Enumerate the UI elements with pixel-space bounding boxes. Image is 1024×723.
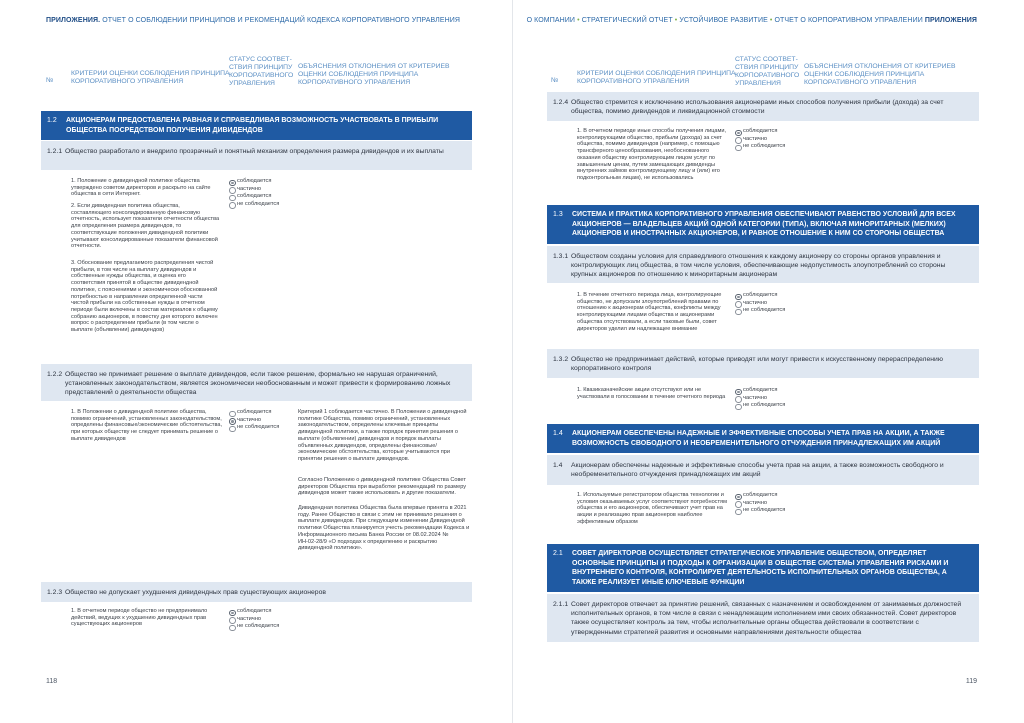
status-option: соблюдается [229,608,279,616]
status-options [735,492,785,515]
explanation-paragraph: Согласно Положению о дивидендной политике Общества Совет директоров Общества при выработке рекомендаций по размеру дивидендов может также использовать и другие показатели. [298,477,467,497]
criterion-1: 1. В отчетном периоде общество не предпринимало действий, ведущих к ухудшению дивидендных прав существующих акционеров [71,608,208,628]
col-status-header: СТАТУС СООТВЕТСТВИЯ ПРИНЦИПУ КОРПОРАТИВНОГО УПРАВЛЕНИЯ [229,56,294,87]
status-option: соблюдается [735,387,785,395]
criterion-1: 1. Квазиказначейские акции отсутствуют или не участвовали в голосовании в течение отчетного периода [577,387,726,400]
status-option: не соблюдается [229,201,279,209]
status-option: соблюдается [229,178,279,186]
status-option: соблюдается [735,292,785,300]
practice-1-3-2-row [547,349,979,378]
practice-1-4-row [547,455,979,485]
status-option: соблюдается [735,128,785,136]
practice-1-2-4-row [547,92,979,121]
practice-number: 1.2.2 [47,371,63,378]
running-header-nav: О КОМПАНИИ • СТРАТЕГИЧЕСКИЙ ОТЧЕТ • УСТОЙЧИВОЕ РАЗВИТИЕ • ОТЧЕТ О КОРПОРАТИВНОМ УПРАВЛЕНИИ ПРИЛОЖЕНИЯ [526,17,977,24]
status-option: не соблюдается [735,143,785,151]
practice-number: 1.2.4 [553,99,569,106]
practice-number: 1.3.1 [553,253,569,260]
status-option: частично [735,300,785,308]
practice-text: Общество не допускает ухудшения дивидендных прав существующих акционеров [65,589,326,596]
practice-number: 1.3.2 [553,356,569,363]
practice-number: 1.2.1 [47,148,63,155]
practice-text: Акционерам обеспечены надежные и эффективные способы учета прав на акции, а также возможность свободного и необременительного отчуждения принадлежащих им акций [571,462,944,479]
col-no-header: № [551,77,559,84]
criterion-3: 3. Обоснование предлагаемого распределения чистой прибыли, в том числе на выплату дивидендов и собственные нужды общества, и оценка его соответствия принятой в обществе дивидендной политике, с пояснениями и экономически обоснованной потребностью в направлении определенной части чистой прибыли на собственные нужды в отчетном периоде были включены в состав материалов к общему собранию акционеров, в повестку дня которого включен вопрос о распределении прибыли (в том числе о выплате (объявлении) дивидендов) [71,260,218,334]
practice-1-2-2-row [41,364,472,401]
principle-1-3-bar [547,205,979,244]
status-option: соблюдается [229,193,279,201]
practice-number: 1.4 [553,462,563,469]
practice-number: 2.1.1 [553,601,569,608]
principle-number: 2.1 [553,550,563,557]
practice-text: Обществом созданы условия для справедливого отношения к каждому акционеру со стороны органов управления и контролирующих лиц общества, в том числе условия, обеспечивающие недопустимость злоупотреблений со стороны крупных акционеров по отношению к миноритарным акционерам [571,253,946,279]
criterion-1: 1. В Положении о дивидендной политике общества, помимо ограничений, установленных законодательством, определены финансовые/экономические обстоятельства, при которых обществу не следует принимать решение о выплате дивидендов [71,409,223,442]
principle-text: СИСТЕМА И ПРАКТИКА КОРПОРАТИВНОГО УПРАВЛЕНИЯ ОБЕСПЕЧИВАЮТ РАВЕНСТВО УСЛОВИЙ ДЛЯ ВСЕХ АКЦИОНЕРОВ — ВЛАДЕЛЬЦЕВ АКЦИЙ ОДНОЙ КАТЕГОРИИ (ТИПА), ВКЛЮЧАЯ МИНОРИТАРНЫХ (МЕЛКИХ) АКЦИОНЕРОВ И ИНОСТРАННЫХ АКЦИОНЕРОВ, И РАВНОЕ ОТНОШЕНИЕ К НИМ СО СТОРОНЫ ОБЩЕСТВА [572,211,956,238]
practice-text: Общество не предпринимает действий, которые приводят или могут привести к искусственному перераспределению корпоративного контроля [571,356,943,373]
nav-strategic-report[interactable]: СТРАТЕГИЧЕСКИЙ ОТЧЕТ [581,17,673,24]
criterion-1: 1. В отчетном периоде иные способы получения лицами, контролирующими общество, прибыли (дохода) за счет общества, помимо дивидендов (например, с помощью трансферного ценообразования, необоснованного оказания обществу контролирующим лицом услуг по завышенным ценам, путем замещающих дивиденды внутренних займов контролирующему лицу и (или) его подконтрольным лицам), не использовались [577,128,727,181]
criterion-2: 2. Если дивидендная политика общества, составляющего консолидированную финансовую отчетность, использует показатели отчетности общества для определения размера дивидендов, то соответствующие положения дивидендной политики учитывают консолидированные показатели финансовой отчетности. [71,203,220,250]
status-option: частично [229,186,279,194]
status-options [735,128,785,151]
status-options [229,178,279,208]
col-explanation-header: ОБЪЯСНЕНИЯ ОТКЛОНЕНИЯ ОТ КРИТЕРИЕВ ОЦЕНКИ СОБЛЮДЕНИЯ ПРИНЦИПА КОРПОРАТИВНОГО УПРАВЛЕНИЯ [298,63,450,86]
status-option: соблюдается [735,492,785,500]
criterion-1: 1. Положение о дивидендной политике общества утверждено советом директоров и раскрыто на сайте общества в сети Интернет. [71,178,211,198]
practice-number: 1.2.3 [47,589,63,596]
status-option: частично [735,500,785,508]
principle-text: АКЦИОНЕРАМ ОБЕСПЕЧЕНЫ НАДЕЖНЫЕ И ЭФФЕКТИВНЫЕ СПОСОБЫ УЧЕТА ПРАВ НА АКЦИИ, А ТАКЖЕ ВОЗМОЖНОСТЬ СВОБОДНОГО И НЕОБРЕМЕНИТЕЛЬНОГО ОТЧУЖДЕНИЯ ПРИНАДЛЕЖАЩИХ ИМ АКЦИЙ [572,430,945,447]
status-option: не соблюдается [229,623,279,631]
col-no-header: № [46,77,54,84]
section-label[interactable]: ПРИЛОЖЕНИЯ. [46,17,101,24]
page-number: 119 [965,678,977,685]
page-number: 118 [46,678,58,685]
status-option: частично [735,136,785,144]
principle-1-4-bar [547,424,979,453]
col-criteria-header: КРИТЕРИИ ОЦЕНКИ СОБЛЮДЕНИЯ ПРИНЦИПА КОРПОРАТИВНОГО УПРАВЛЕНИЯ [577,70,736,85]
principle-number: 1.3 [553,211,563,218]
practice-1-3-1-row [547,246,979,283]
principle-2-1-bar [547,544,979,592]
status-option: соблюдается [229,409,279,417]
status-option: частично [229,417,279,425]
col-explanation-header: ОБЪЯСНЕНИЯ ОТКЛОНЕНИЯ ОТ КРИТЕРИЕВ ОЦЕНКИ СОБЛЮДЕНИЯ ПРИНЦИПА КОРПОРАТИВНОГО УПРАВЛЕНИЯ [804,63,956,86]
explanation-paragraph: Критерий 1 соблюдается частично. В Положении о дивидендной политике Общества, помимо ограничений, установленных законодательством, определены ключевые принципы дивидендной политики, а также порядок принятия решения о выплате (объявлении) дивидендов и порядок выплаты объявленных дивидендов, определены финансовые/экономические обстоятельства, которые учитываются при принятии решения о выплате дивидендов. [298,409,467,462]
running-header-title: ОТЧЕТ О СОБЛЮДЕНИИ ПРИНЦИПОВ И РЕКОМЕНДАЦИЙ КОДЕКСА КОРПОРАТИВНОГО УПРАВЛЕНИЯ [102,17,461,24]
principle-text: АКЦИОНЕРАМ ПРЕДОСТАВЛЕНА РАВНАЯ И СПРАВЕДЛИВАЯ ВОЗМОЖНОСТЬ УЧАСТВОВАТЬ В ПРИБЫЛИ ОБЩЕСТВА ПОСРЕДСТВОМ ПОЛУЧЕНИЯ ДИВИДЕНДОВ [66,117,439,134]
status-option: частично [229,616,279,624]
practice-text: Общество разработало и внедрило прозрачный и понятный механизм определения размера дивидендов и их выплаты [65,148,444,155]
col-status-header: СТАТУС СООТВЕТСТВИЯ ПРИНЦИПУ КОРПОРАТИВНОГО УПРАВЛЕНИЯ [735,56,800,87]
status-option: не соблюдается [735,507,785,515]
status-options [735,292,785,315]
nav-about[interactable]: О КОМПАНИИ [526,17,576,24]
practice-text: Общество не принимает решение о выплате дивидендов, если такое решение, формально не нарушая ограничений, установленных законодательством, является экономически необоснованным и может привести к формированию ложных представлений о деятельности общества [65,371,451,397]
explanation-paragraph: Дивидендная политика Общества была впервые принята в 2021 году. Ранее Общество в связи с этим не принимало решения о выплате дивидендов. При следующем изменении Дивидендной политики Общества планируется учесть рекомендации Кодекса и Информационного письма Банка России от 08.02.2024 № ИН‑02‑28/9 «О подходах к определению и раскрытию дивидендной политики». [298,505,470,552]
practice-2-1-1-row [547,594,979,642]
status-option: не соблюдается [229,424,279,432]
status-options [735,387,785,410]
nav-sustainability[interactable]: УСТОЙЧИВОЕ РАЗВИТИЕ [679,17,768,24]
nav-governance-report[interactable]: ОТЧЕТ О КОРПОРАТИВНОМ УПРАВЛЕНИИ [774,17,923,24]
principle-1-2-bar [41,111,472,140]
col-criteria-header: КРИТЕРИИ ОЦЕНКИ СОБЛЮДЕНИЯ ПРИНЦИПА КОРПОРАТИВНОГО УПРАВЛЕНИЯ [71,70,230,85]
principle-number: 1.4 [553,430,563,437]
practice-1-2-1-row [41,141,472,170]
status-options [229,608,279,631]
practice-text: Общество стремится к исключению использования акционерами иных способов получения прибыли (дохода) за счет общества, помимо дивидендов и ликвидационной стоимости [571,99,944,116]
status-options [229,409,279,432]
practice-text: Совет директоров отвечает за принятие решений, связанных с назначением и освобождением от занимаемых должностей исполнительных органов, в том числе в связи с ненадлежащим исполнением ими своих обязанностей. Совет директоров также осуществляет контроль за тем, чтобы исполнительные органы общества действовали в соответствии с утвержденными стратегией развития и основными направлениями деятельности общества [571,601,962,636]
status-option: не соблюдается [735,307,785,315]
criterion-1: 1. В течение отчетного периода лица, контролирующие общество, не допускали злоупотреблений правами по отношению к акционерам общества, конфликты между контролирующими лицами общества и акционерами общества отсутствовали, а если таковые были, совет директоров уделил им надлежащее внимание [577,292,722,332]
status-option: не соблюдается [735,402,785,410]
principle-text: СОВЕТ ДИРЕКТОРОВ ОСУЩЕСТВЛЯЕТ СТРАТЕГИЧЕСКОЕ УПРАВЛЕНИЕ ОБЩЕСТВОМ, ОПРЕДЕЛЯЕТ ОСНОВНЫЕ ПРИНЦИПЫ И ПОДХОДЫ К ОРГАНИЗАЦИИ В ОБЩЕСТВЕ СИСТЕМЫ УПРАВЛЕНИЯ РИСКАМИ И ВНУТРЕННЕГО КОНТРОЛЯ, КОНТРОЛИРУЕТ ДЕЯТЕЛЬНОСТЬ ИСПОЛНИТЕЛЬНЫХ ОРГАНОВ ОБЩЕСТВА, А ТАКЖЕ РЕАЛИЗУЕТ ИНЫЕ КЛЮЧЕВЫЕ ФУНКЦИИ [572,550,949,586]
running-header [46,17,460,24]
nav-appendices-current[interactable]: ПРИЛОЖЕНИЯ [924,17,977,24]
principle-number: 1.2 [47,117,57,124]
criterion-1: 1. Используемые регистратором общества технологии и условия оказываемых услуг соответствуют потребностям общества и его акционеров, обеспечивают учет прав на акции и реализацию прав акционеров наиболее эффективным образом [577,492,727,525]
practice-1-2-3-row [41,582,472,602]
status-option: частично [735,395,785,403]
page-right [512,0,1024,723]
